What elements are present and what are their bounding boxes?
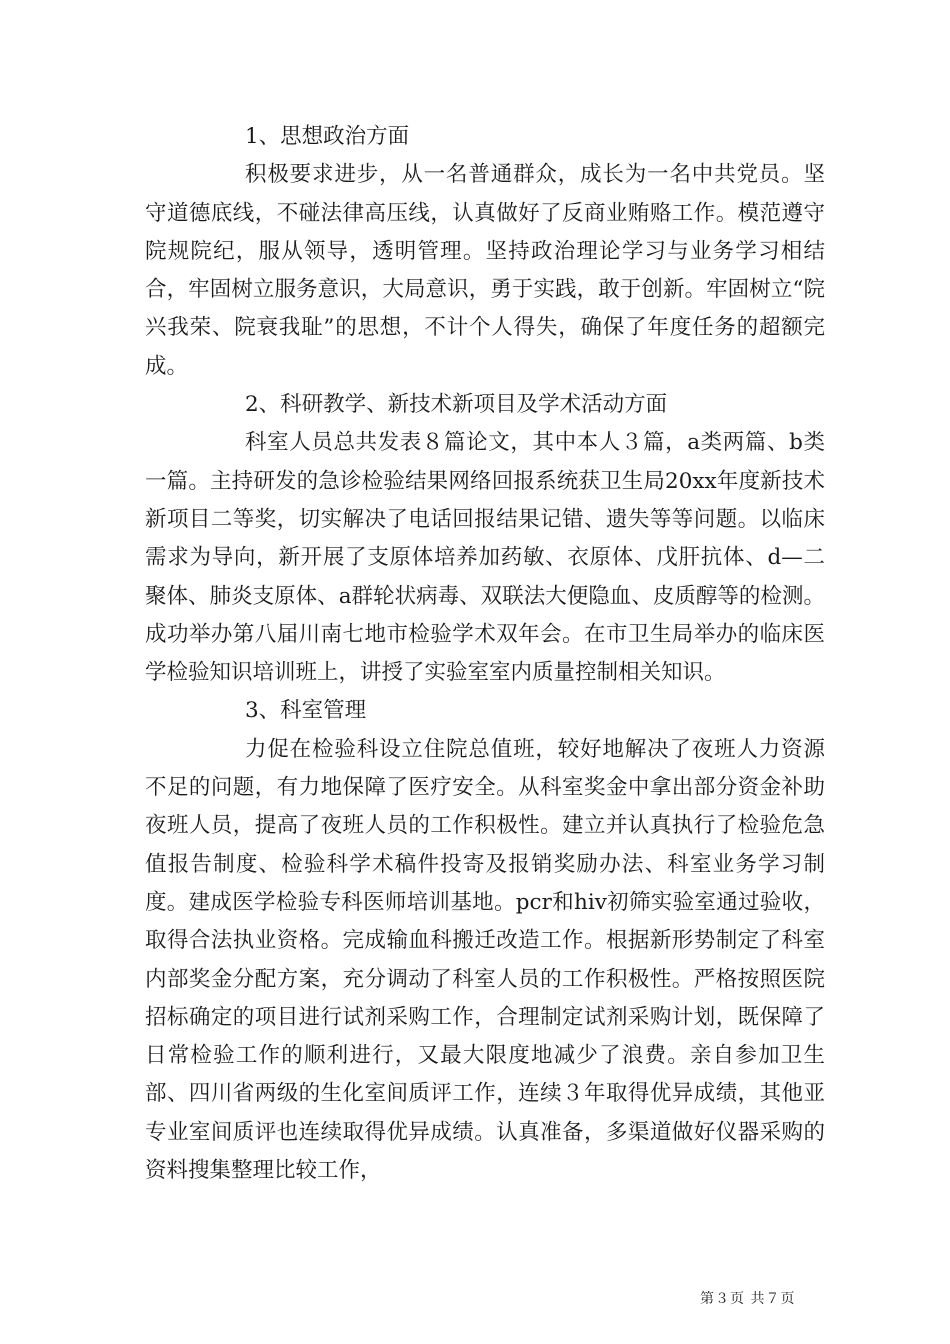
document-body: [145, 118, 825, 1190]
page-number-footer: 第３页 共７页: [700, 1291, 796, 1307]
section-heading-research: 2、科研教学、新技术新项目及学术活动方面: [245, 392, 668, 418]
paragraph-research: 科室人员总共发表８篇论文，其中本人３篇，a类两篇、b类一篇。主持研发的急诊检验结果网络回报系统获卫生局20xx年度新技术新项目二等奖，切实解决了电话回报结果记错、遗失等等问题。以临床需求为导向，新开展了支原体培养加药敏、衣原体、戊肝抗体、d—二聚体、肺炎支原体、a群轮状病毒、双联法大便隐血、皮质醇等的检测。成功举办第八届川南七地市检验学术双年会。在市卫生局举办的临床医学检验知识培训班上，讲授了实验室室内质量控制相关知识。: [145, 430, 825, 686]
paragraph-management: 力促在检验科设立住院总值班，较好地解决了夜班人力资源不足的问题，有力地保障了医疗安全。从科室奖金中拿出部分资金补助夜班人员，提高了夜班人员的工作积极性。建立并认真执行了检验危急值报告制度、检验科学术稿件投寄及报销奖励办法、科室业务学习制度。建成医学检验专科医师培训基地。pcr和hiv初筛实验室通过验收，取得合法执业资格。完成输血科搬迁改造工作。根据新形势制定了科室内部奖金分配方案，充分调动了科室人员的工作积极性。严格按照医院招标确定的项目进行试剂采购工作，合理制定试剂采购计划，既保障了日常检验工作的顺利进行，又最大限度地减少了浪费。亲自参加卫生部、四川省两级的生化室间质评工作，连续３年取得优异成绩，其他亚专业室间质评也连续取得优异成绩。认真准备，多渠道做好仪器采购的资料搜集整理比较工作，: [145, 736, 825, 1184]
section-heading-political: 1、思想政治方面: [245, 124, 410, 149]
section-heading-management: 3、科室管理: [245, 698, 367, 724]
paragraph-political: 积极要求进步，从一名普通群众，成长为一名中共党员。坚守道德底线，不碰法律高压线，认真做好了反商业贿赂工作。模范遵守院规院纪，服从领导，透明管理。坚持政治理论学习与业务学习相结合，牢固树立服务意识，大局意识，勇于实践，敢于创新。牢固树立“院兴我荣、院衰我耻”的思想，不计个人得失，确保了年度任务的超额完成。: [145, 162, 825, 379]
